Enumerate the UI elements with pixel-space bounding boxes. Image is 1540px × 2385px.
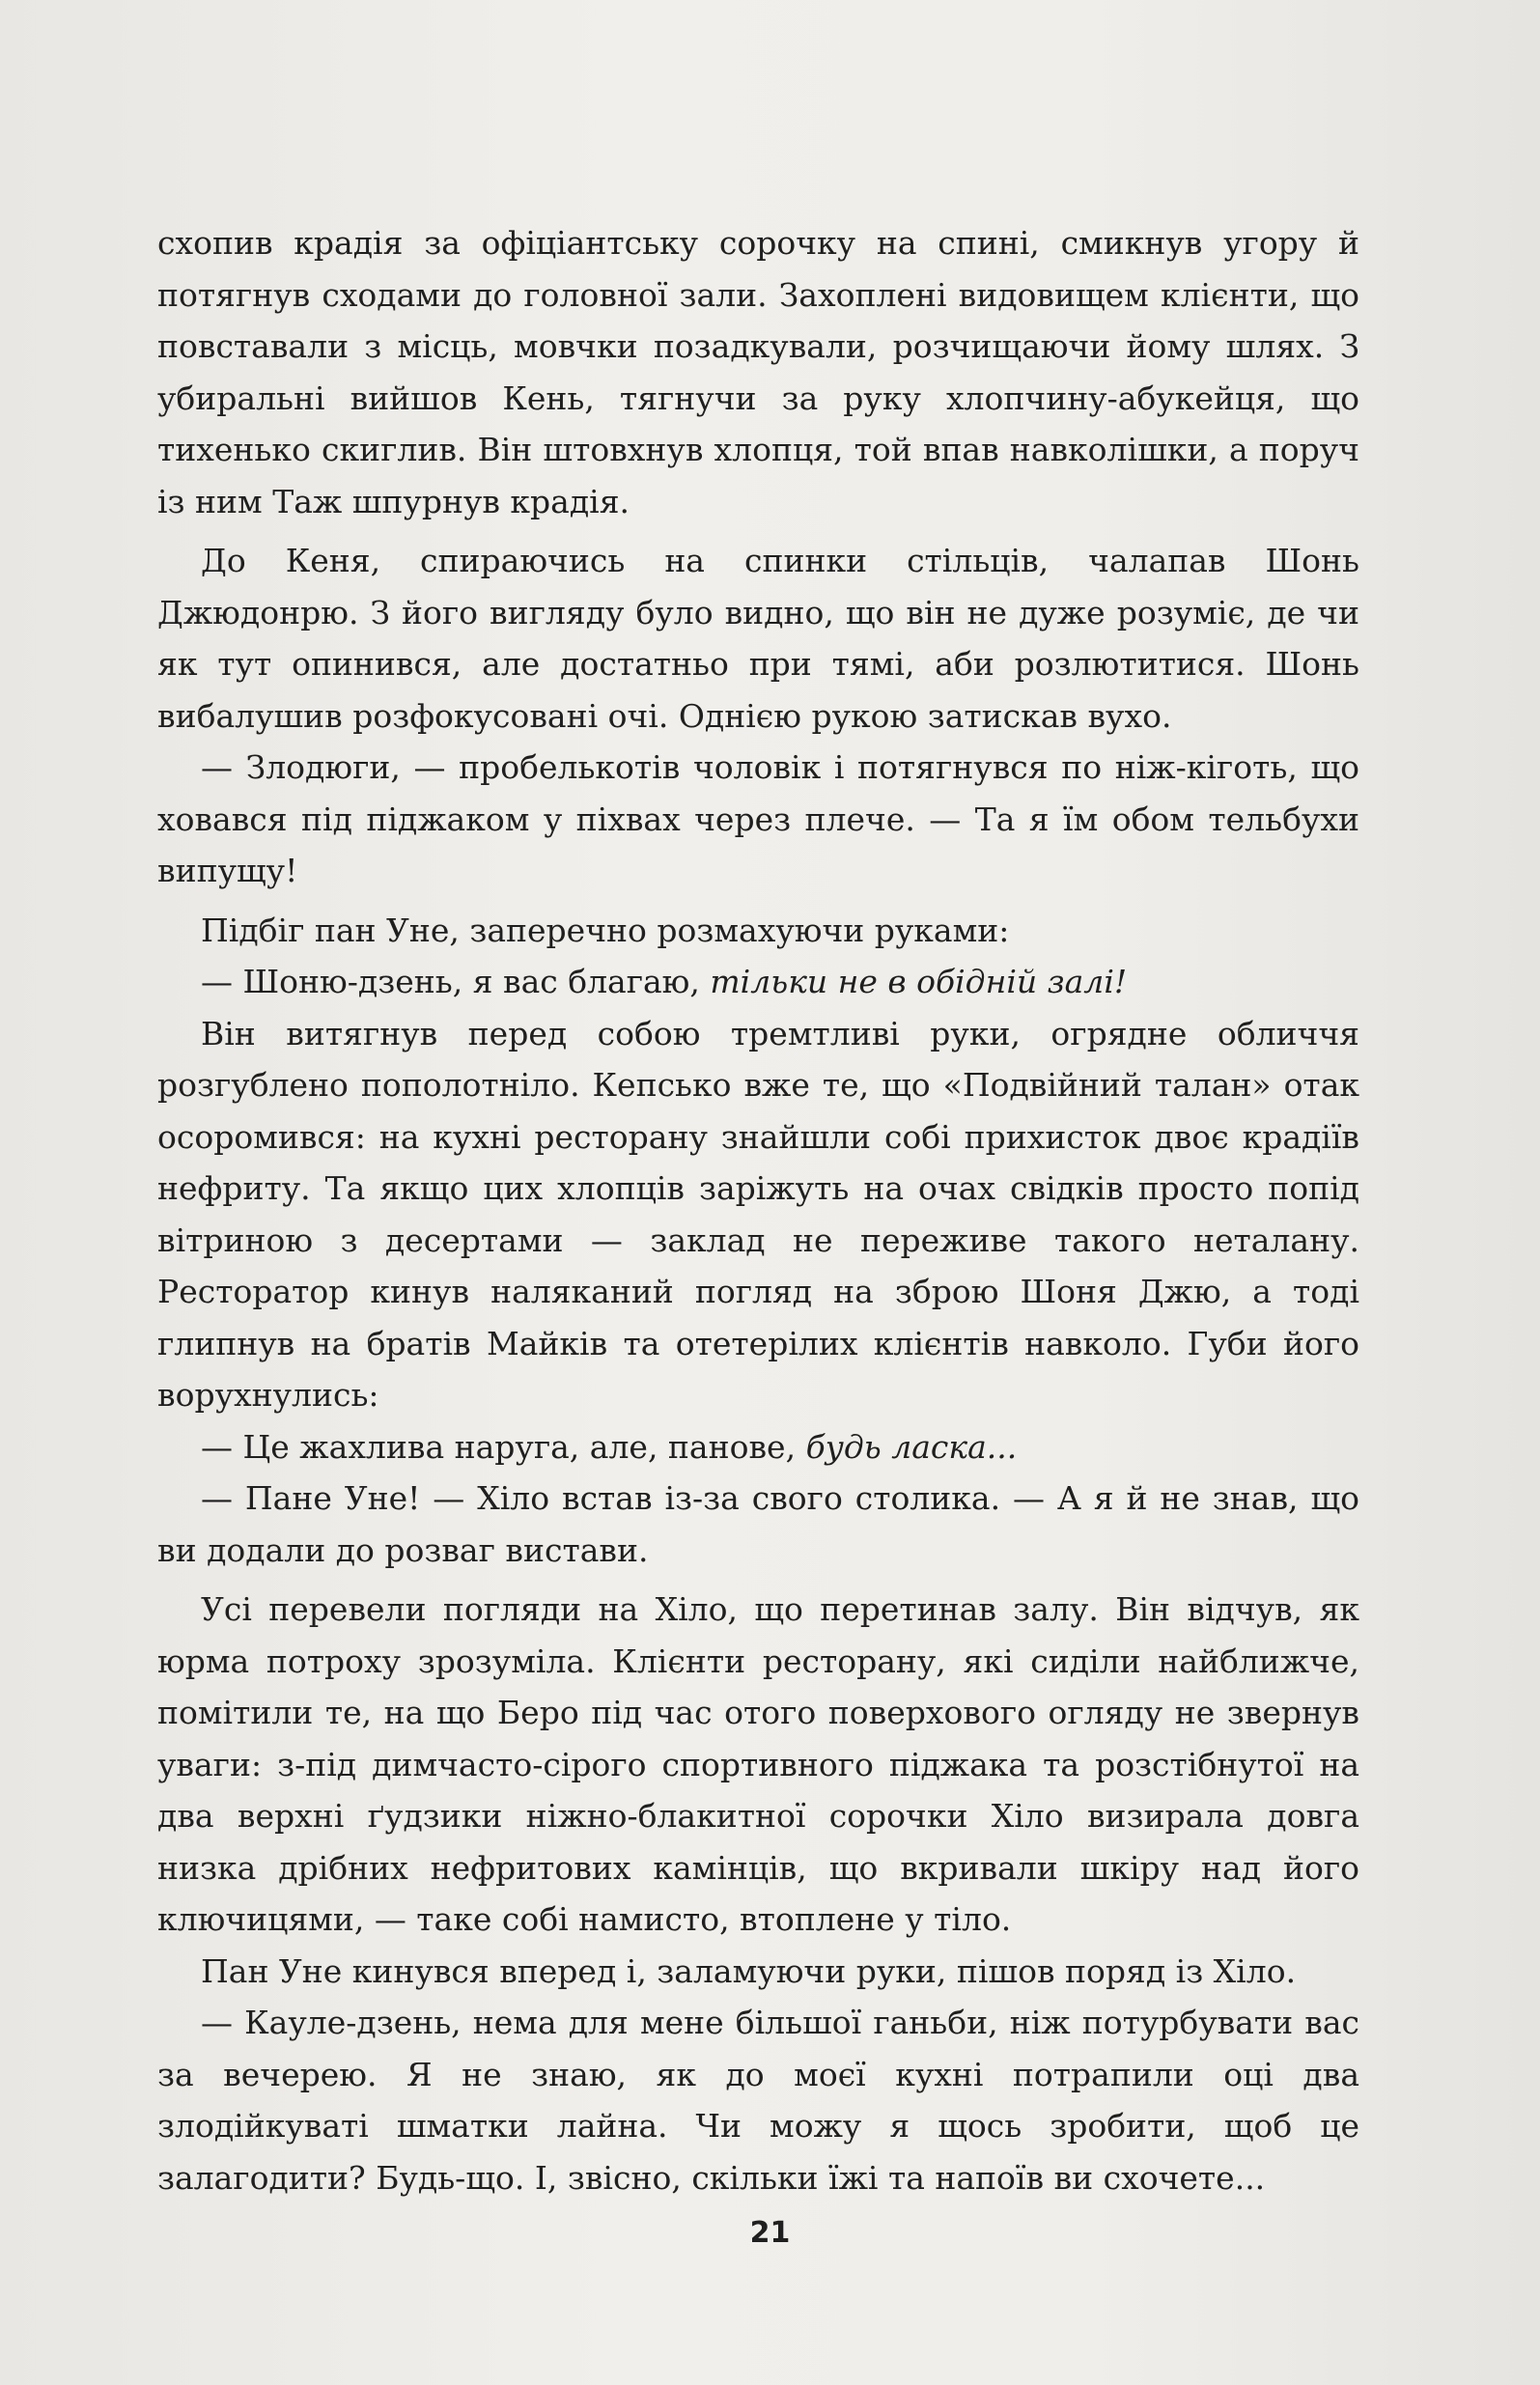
paragraph-8: — Пане Уне! — Хіло встав із-за свого столика. — А я й не знав, що ви додали до розваг вистави.	[157, 1479, 1359, 1569]
paragraph-4: Підбіг пан Уне, заперечно розмахуючи руками:	[201, 911, 1010, 949]
paragraph-2: До Кеня, спираючись на спинки стільців, чалапав Шонь Джюдонрю. З його вигляду було видно, що він не дуже розуміє, де чи як тут опинився, але достатньо при тямі, аби розлютитися. Шонь вибалушив розфокусовані очі. Однією рукою затискав вухо.	[157, 542, 1359, 735]
paragraph-3: — Злодюги, — пробелькотів чоловік і потягнувся по ніж-кіготь, що ховався під піджаком у піхвах через плече. — Та я їм обом тельбухи випущу!	[157, 748, 1359, 889]
paragraph-6: Він витягнув перед собою тремтливі руки, огрядне обличчя розгублено пополотніло. Кепсько вже те, що «Подвійний талан» отак осоромився: на кухні ресторану знайшли собі прихисток двоє крадіїв нефриту. Та якщо цих хлопців заріжуть на очах свідків просто попід вітриною з десертами — заклад не переживе такого неталану. Ресторатор кинув наляканий погляд на зброю Шоня Джю, а тоді глипнув на братів Майків та отетерілих клієнтів навколо. Губи його ворухнулись:	[157, 1014, 1359, 1414]
paragraph-1: схопив крадія за офіціантську сорочку на спині, смикнув угору й потягнув сходами до головної зали. Захоплені видовищем клієнти, що повставали з місць, мовчки позадкували, розчищаючи йому шлях. З убиральні вийшов Кень, тягнучи за руку хлопчину-абукейця, що тихенько скиглив. Він штовхнув хлопця, той впав навколішки, а поруч із ним Таж шпурнув крадія.	[157, 224, 1359, 520]
paragraph-11: — Кауле-дзень, нема для мене більшої ганьби, ніж потурбувати вас за вечерею. Я не знаю, як до моєї кухні потрапили оці два злодійкуваті шматки лайна. Чи можу я щось зробити, щоб це залагодити? Будь-що. І, звісно, скільки їжі та напоїв ви схочете...	[157, 2004, 1359, 2197]
body-text	[157, 217, 1359, 2203]
paragraph-10: Пан Уне кинувся вперед і, заламуючи руки, пішов поряд із Хіло.	[201, 1951, 1297, 1990]
page-number: 21	[749, 2216, 791, 2250]
paragraph-9: Усі перевели погляди на Хіло, що перетинав залу. Він відчув, як юрма потроху зрозуміла. Клієнти ресторану, які сиділи найближче, помітили те, на що Беро під час отого поверхового огляду не звернув уваги: з-під димчасто-сірого спортивного піджака та розстібнутої на два верхні ґудзики ніжно-блакитної сорочки Хіло визирала довга низка дрібних нефритових камінців, що вкривали шкіру над його ключицями, — таке собі намисто, втоплене у тіло.	[157, 1590, 1359, 1938]
paragraph-7: — Це жахлива наруга, але, панове, будь ласка...	[201, 1427, 1018, 1466]
paragraph-5: — Шоню-дзень, я вас благаю, тільки не в обідній залі!	[201, 963, 1128, 1000]
